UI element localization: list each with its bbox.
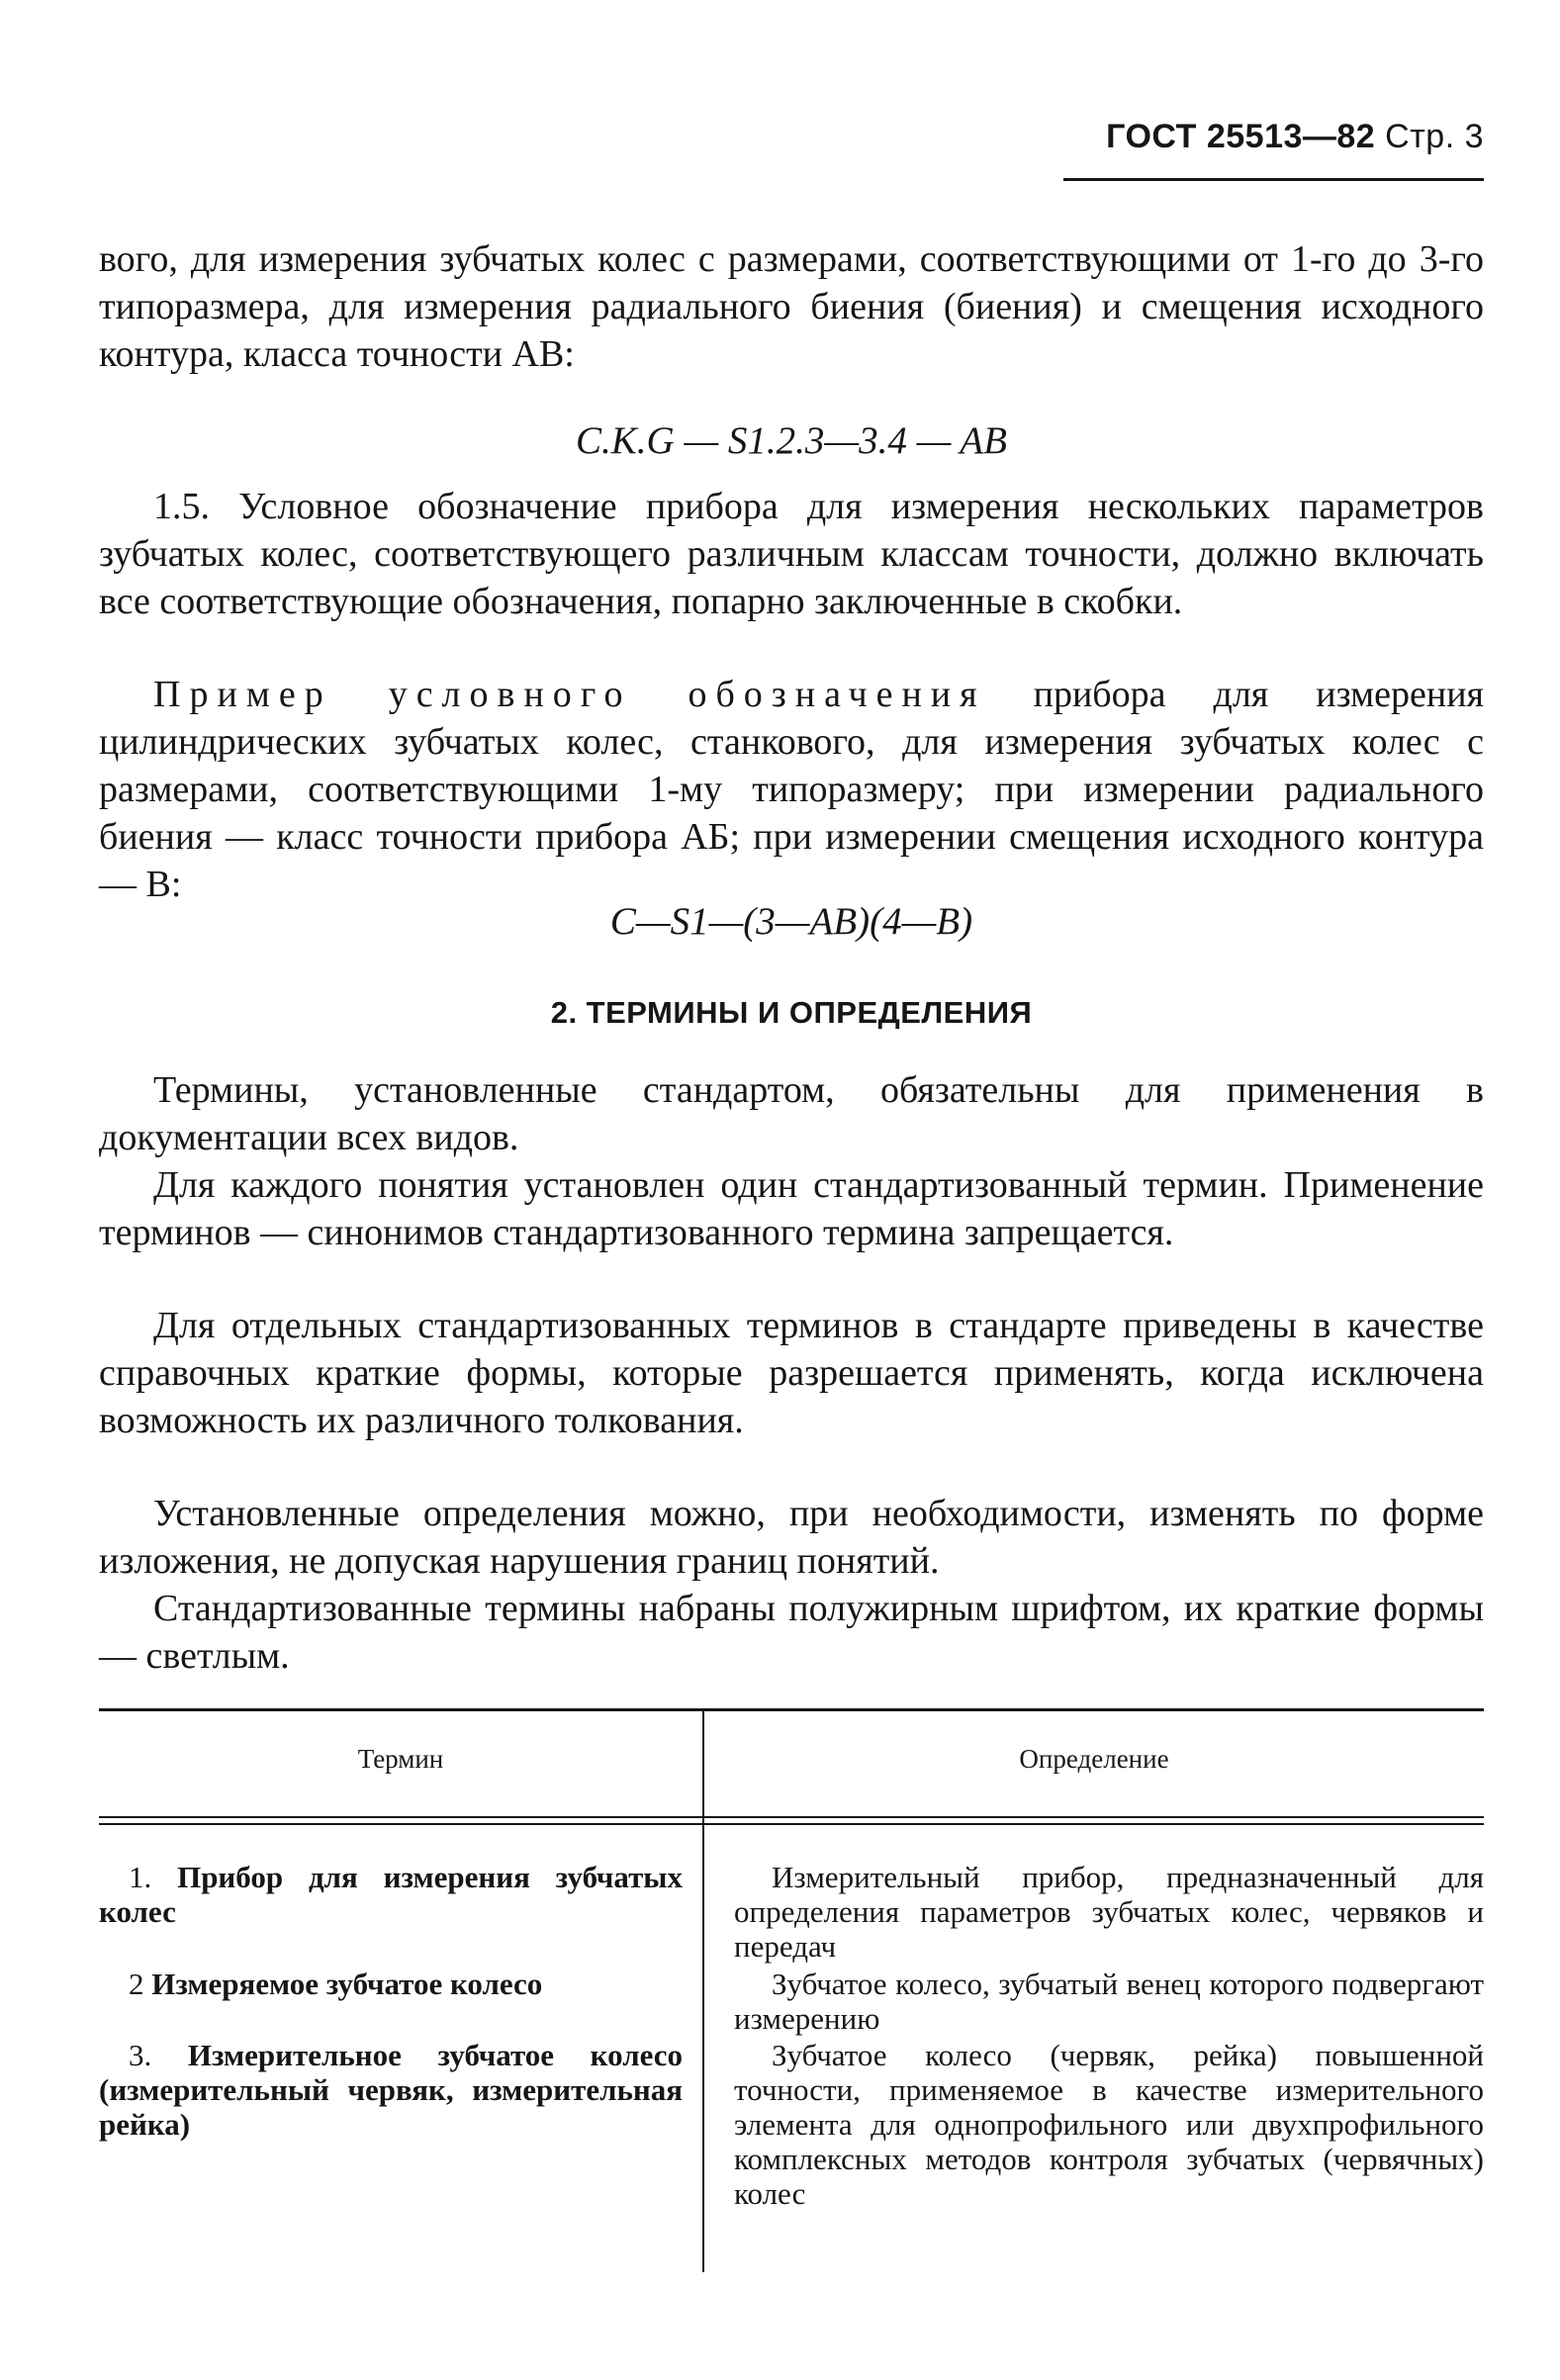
page-number: Стр. 3 xyxy=(1385,118,1484,155)
table-row-3-term xyxy=(99,2038,683,2142)
paragraph-example xyxy=(99,671,1484,908)
table-column-divider xyxy=(702,1708,704,2272)
paragraph-continued: вого, для измерения зубчатых колес с размерами, соответствующими от 1-го до 3-го типоразмера, для измерения радиального биения (биения) и смещения исходного контура, класса точности АВ: xyxy=(99,238,1484,375)
term-number: 3. xyxy=(129,2038,152,2072)
table-header-rule-double xyxy=(99,1823,1484,1825)
term-name: Прибор для измерения зубчатых колес xyxy=(99,1860,683,1929)
paragraph-terms-mandatory: Термины, установленные стандартом, обязательны для применения в документации всех видов. xyxy=(99,1069,1484,1158)
table-top-rule xyxy=(99,1708,1484,1711)
header-rule xyxy=(1063,178,1484,181)
table-row-1-term xyxy=(99,1860,683,1929)
example-text: прибора для измерения цилиндрических зубчатых колес, станкового, для измерения зубчатых колес с размерами, соответствующими 1-му типоразмеру; при измерении радиального биения — класс точности прибора АБ; при измерении смещения исходного контура — В: xyxy=(99,674,1485,905)
table-row-2-term xyxy=(99,1967,683,2001)
table-row-3-definition: Зубчатое колесо (червяк, рейка) повышенной точности, применяемое в качестве измерительного элемента для однопрофильного или двухпрофильного комплексных методов контроля зубчатых (червячных) колес xyxy=(734,2038,1484,2211)
paragraph-one-term: Для каждого понятия установлен один стандартизованный термин. Применение терминов — синонимов стандартизованного термина запрещается. xyxy=(99,1164,1484,1253)
page-header xyxy=(1063,117,1484,156)
paragraph-definitions: Установленные определения можно, при необходимости, изменять по форме изложения, не допуская нарушения границ понятий. xyxy=(99,1493,1484,1582)
table-header-rule xyxy=(99,1816,1484,1818)
standard-number: ГОСТ 25513—82 xyxy=(1106,118,1376,155)
paragraph-short-forms: Для отдельных стандартизованных терминов в стандарте приведены в качестве справочных краткие формы, которые разрешается применять, когда исключена возможность их различного толкования. xyxy=(99,1305,1484,1441)
formula-example-1: C.K.G — S1.2.3—3.4 — AB xyxy=(576,419,1007,462)
table-header-term: Термин xyxy=(357,1744,444,1774)
term-name: Измерительное зубчатое колесо (измерительный червяк, измерительная рейка) xyxy=(99,2038,684,2142)
paragraph-1-5: 1.5. Условное обозначение прибора для измерения нескольких параметров зубчатых колес, соответствующего различным классам точности, должно включать все соответствующие обозначения, попарно заключенные в скобки. xyxy=(99,486,1484,622)
formula-example-2: C—S1—(3—AB)(4—B) xyxy=(609,900,973,943)
term-number: 2 xyxy=(129,1967,144,2001)
table-row-1-definition: Измерительный прибор, предназначенный для определения параметров зубчатых колес, червяков и передач xyxy=(734,1860,1484,1964)
table-header-definition: Определение xyxy=(1019,1744,1169,1774)
table-row-2-definition: Зубчатое колесо, зубчатый венец которого подвергают измерению xyxy=(734,1967,1484,2036)
example-lead: Пример условного обозначения xyxy=(153,674,986,715)
paragraph-typefaces: Стандартизованные термины набраны полужирным шрифтом, их краткие формы — светлым. xyxy=(99,1588,1484,1677)
section-title: 2. ТЕРМИНЫ И ОПРЕДЕЛЕНИЯ xyxy=(550,995,1033,1030)
term-number: 1. xyxy=(129,1860,152,1894)
term-name: Измеряемое зубчатое колесо xyxy=(151,1967,543,2001)
